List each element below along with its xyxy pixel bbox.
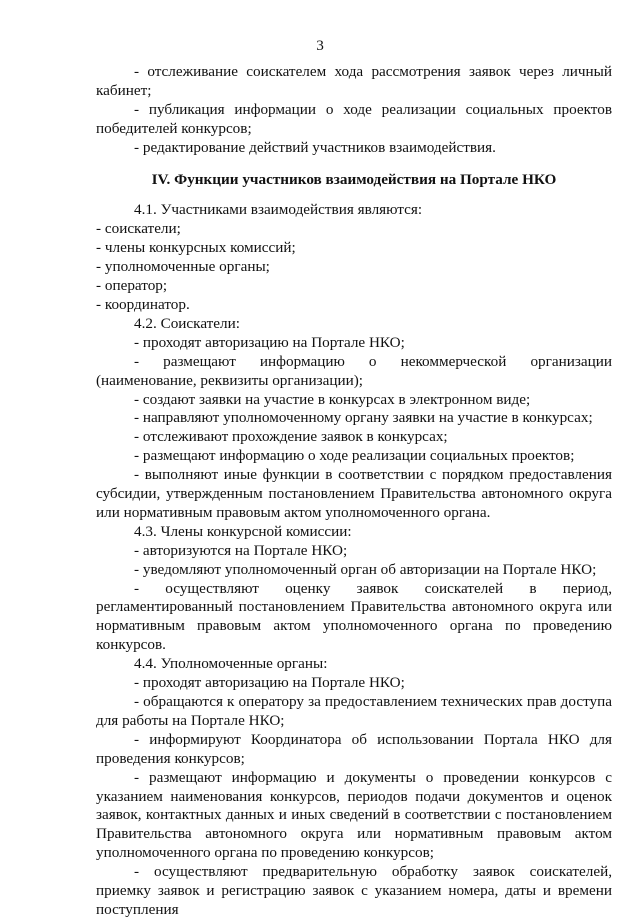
paragraph: - обращаются к оператору за предоставлением технических прав доступа для работы на Портале НКО;	[96, 693, 612, 729]
paragraph: 4.4. Уполномоченные органы:	[134, 655, 328, 673]
section-body	[96, 201, 612, 919]
document-body	[96, 63, 612, 920]
paragraph: 4.2. Соискатели:	[134, 314, 240, 332]
paragraph: - выполняют иные функции в соответствии с порядком предоставления субсидии, утвержденным постановлением Правительства автономного округа или нормативным правовым актом уполномоченного органа.	[96, 466, 612, 521]
section-heading: IV. Функции участников взаимодействия на Портале НКО	[151, 170, 557, 188]
paragraph: - уполномоченные органы;	[96, 258, 270, 276]
paragraph: - проходят авторизацию на Портале НКО;	[134, 674, 405, 692]
paragraph: - проходят авторизацию на Портале НКО;	[134, 333, 405, 351]
paragraph: - размещают информацию о ходе реализации социальных проектов;	[134, 447, 575, 465]
paragraph: - направляют уполномоченному органу заявки на участие в конкурсах;	[134, 409, 593, 427]
paragraph: - создают заявки на участие в конкурсах в электронном виде;	[134, 390, 531, 408]
paragraph: - уведомляют уполномоченный орган об авторизации на Портале НКО;	[134, 560, 597, 578]
paragraph: 4.1. Участниками взаимодействия являются:	[134, 201, 423, 219]
paragraph: - редактирование действий участников взаимодействия.	[134, 138, 496, 156]
paragraph: - осуществляют предварительную обработку заявок соискателей, приемку заявок и регистрацию заявок с указанием номера, даты и времени поступления	[96, 863, 612, 918]
paragraph: - размещают информацию и документы о проведении конкурсов с указанием наименования конкурсов, периодов подачи документов и оценок заявок, контактных данных и иных сведений в соответствии с постановлением Правительства автономного округа или нормативным правовым актом уполномоченного органа по проведению конкурсов;	[96, 768, 612, 862]
paragraph: - информируют Координатора об использовании Портала НКО для проведения конкурсов;	[96, 730, 612, 767]
paragraph: - отслеживание соискателем хода рассмотрения заявок через личный кабинет;	[96, 63, 612, 99]
paragraph: - авторизуются на Портале НКО;	[134, 541, 348, 559]
paragraph: - отслеживают прохождение заявок в конкурсах;	[134, 428, 448, 446]
paragraph: - публикация информации о ходе реализации социальных проектов победителей конкурсов;	[96, 100, 612, 137]
paragraph: - члены конкурсных комиссий;	[96, 239, 296, 257]
paragraph: - соискатели;	[96, 220, 181, 238]
paragraph: 4.3. Члены конкурсной комиссии:	[134, 522, 352, 540]
paragraph: - размещают информацию о некоммерческой организации (наименование, реквизиты организации);	[96, 352, 612, 389]
paragraph: - осуществляют оценку заявок соискателей в период, регламентированный постановлением Правительства автономного округа или нормативным правовым актом уполномоченного органа по проведению конкурсов.	[96, 579, 612, 654]
page-number: 3	[316, 37, 324, 54]
paragraph: - координатор.	[96, 295, 190, 313]
paragraph: - оператор;	[96, 277, 168, 295]
